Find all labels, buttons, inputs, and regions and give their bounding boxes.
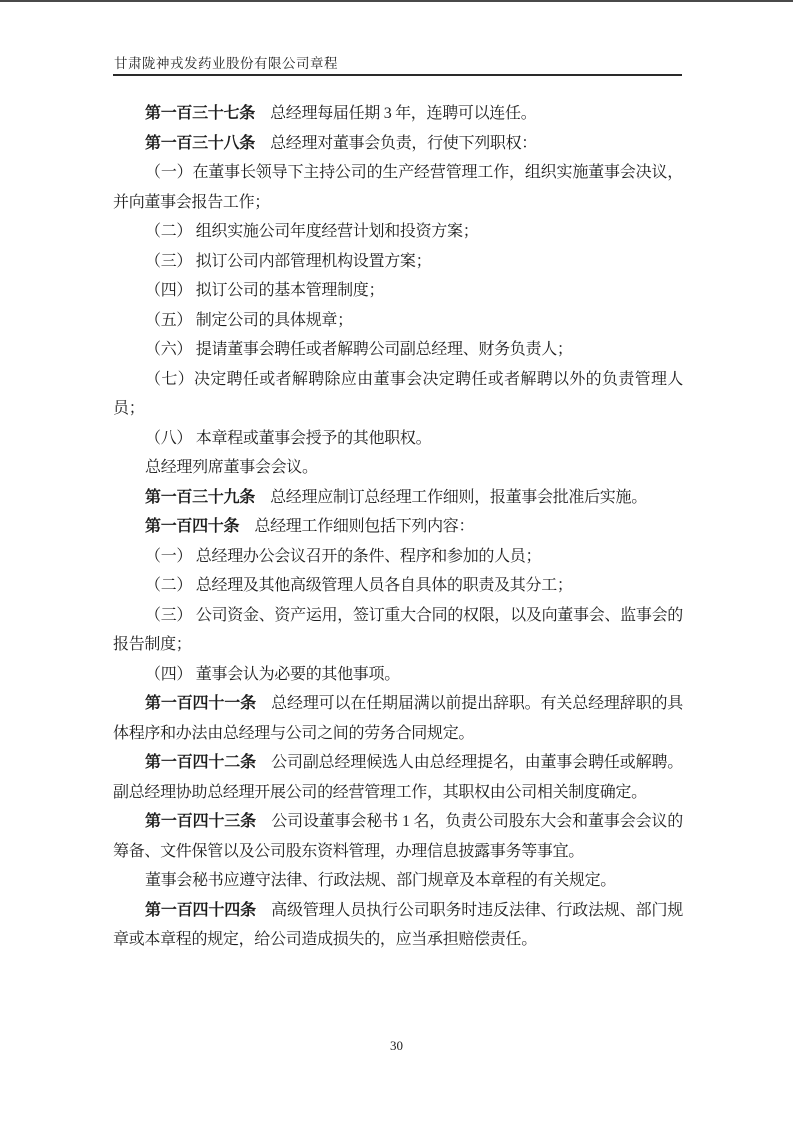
paragraph-article-142 (113, 748, 683, 807)
paragraph-text: 总经理工作细则包括下列内容： (254, 518, 475, 535)
paragraph-text: 总经理可以在任期届满以前提出辞职。有关总经理辞职的具体程序和办法由总经理与公司之间的劳务合同规定。 (113, 695, 684, 742)
paragraph-text: （二） 总经理及其他高级管理人员各自具体的职责及其分工； (145, 577, 573, 594)
document-body (113, 99, 683, 955)
paragraph-item-1 (113, 158, 683, 217)
paragraph-article-144 (113, 896, 683, 955)
paragraph-item-2-4 (113, 660, 683, 690)
article-number: 第一百四十二条 (145, 754, 256, 771)
paragraph-item-2-3 (113, 601, 683, 660)
article-number: 第一百四十四条 (145, 901, 256, 919)
paragraph-item-2-2 (113, 571, 683, 601)
paragraph-text: 总经理应制订总经理工作细则，报董事会批准后实施。 (270, 488, 647, 506)
paragraph-text: （七）决定聘任或者解聘除应由董事会决定聘任或者解聘以外的负责管理人员； (113, 370, 683, 417)
article-number: 第一百三十八条 (145, 134, 255, 152)
paragraph-item-3 (113, 247, 683, 277)
paragraph-text: 总经理每届任期 3 年，连聘可以连任。 (270, 105, 537, 122)
article-number: 第一百四十三条 (145, 813, 257, 830)
paragraph-item-6 (113, 335, 683, 365)
paragraph-article-140 (113, 512, 683, 542)
paragraph-article-138 (113, 129, 683, 159)
article-number: 第一百三十九条 (145, 488, 255, 506)
paragraph-text: （三） 拟订公司内部管理机构设置方案； (145, 252, 432, 270)
paragraph-text: （一）在董事长领导下主持公司的生产经营管理工作，组织实施董事会决议，并向董事会报告工作； (113, 164, 683, 211)
paragraph-text: （四） 董事会认为必要的其他事项。 (145, 665, 400, 683)
paragraph-article-137 (113, 99, 683, 129)
paragraph-item-4 (113, 276, 683, 306)
paragraph-text: （四） 拟订公司的基本管理制度； (145, 282, 385, 299)
paragraph-text: （三） 公司资金、资产运用，签订重大合同的权限，以及向董事会、监事会的报告制度； (113, 606, 683, 653)
paragraph-item-2 (113, 217, 683, 247)
paragraph-article-143 (113, 807, 683, 866)
paragraph-text: 公司设董事会秘书 1 名，负责公司股东大会和董事会会议的筹备、文件保管以及公司股东资料管理，办理信息披露事务等事宜。 (113, 813, 683, 860)
article-number: 第一百四十条 (145, 518, 240, 535)
paragraph-text: （二） 组织实施公司年度经营计划和投资方案； (145, 223, 479, 240)
paragraph-item-5 (113, 306, 683, 336)
paragraph-item-8 (113, 424, 683, 454)
header-rule (113, 74, 682, 76)
paragraph-text: 公司副总经理候选人由总经理提名，由董事会聘任或解聘。副总经理协助总经理开展公司的经营管理工作，其职权由公司相关制度确定。 (113, 754, 684, 801)
paragraph-item-7 (113, 365, 683, 424)
page-number: 30 (390, 1038, 403, 1053)
paragraph-text: （八） 本章程或董事会授予的其他职权。 (145, 429, 432, 447)
paragraph-text: （一） 总经理办公会议召开的条件、程序和参加的人员； (145, 547, 542, 565)
paragraph-text: 总经理对董事会负责，行使下列职权： (270, 134, 537, 152)
article-number: 第一百四十一条 (145, 695, 256, 712)
paragraph-text: 董事会秘书应遵守法律、行政法规、部门规章及本章程的有关规定。 (145, 872, 617, 889)
page-header-title: 甘肃陇神戎发药业股份有限公司章程 (114, 56, 338, 71)
paragraph-text: （六） 提请董事会聘任或者解聘公司副总经理、财务负责人； (145, 341, 573, 358)
paragraph-article-141 (113, 689, 683, 748)
paragraph-secretary-rules (113, 866, 683, 896)
paragraph-gm-attends (113, 453, 683, 483)
paragraph-text: （五） 制定公司的具体规章； (145, 311, 353, 329)
paragraph-article-139 (113, 483, 683, 513)
paragraph-text: 高级管理人员执行公司职务时违反法律、行政法规、部门规章或本章程的规定，给公司造成损失的，应当承担赔偿责任。 (113, 901, 684, 948)
paragraph-item-2-1 (113, 542, 683, 572)
paragraph-text: 总经理列席董事会会议。 (145, 459, 318, 476)
article-number: 第一百三十七条 (145, 105, 255, 122)
